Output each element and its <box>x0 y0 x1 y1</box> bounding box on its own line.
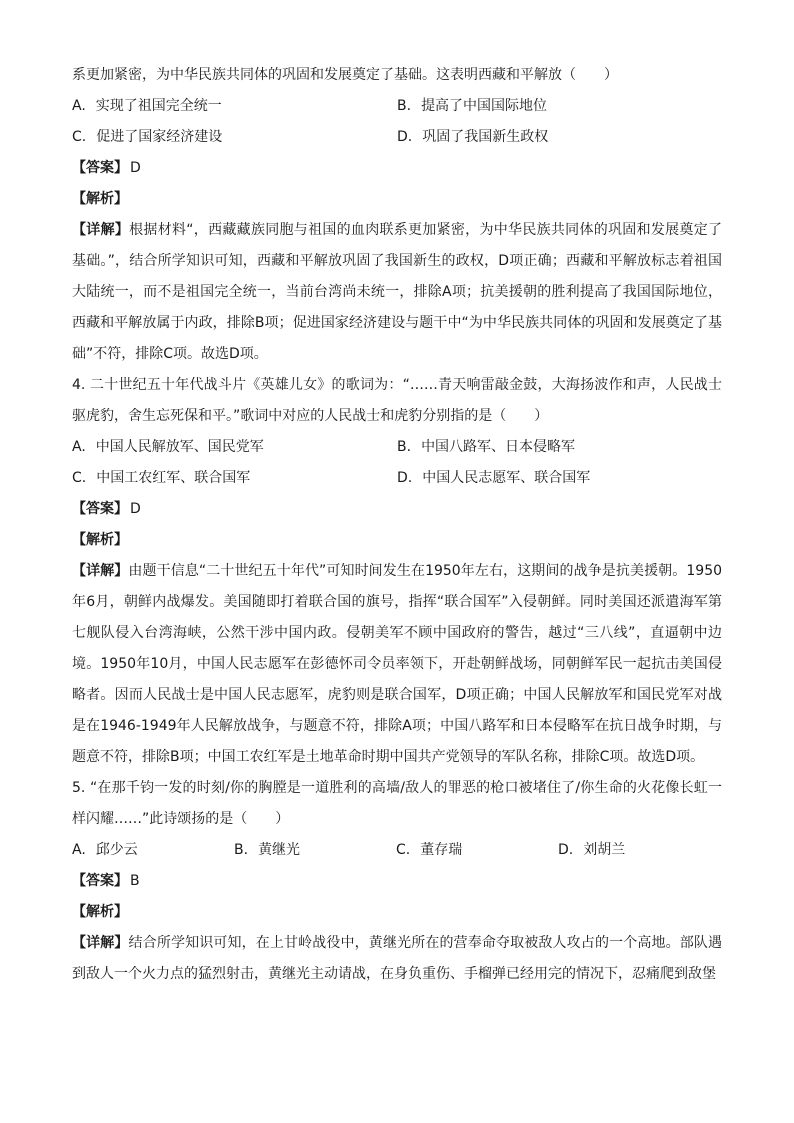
question-3-option-b[interactable] <box>397 91 722 122</box>
question-5-option-c[interactable] <box>396 835 558 866</box>
question-3-answer <box>72 153 722 184</box>
question-4-answer <box>72 494 722 525</box>
answer-label: 【答案】 <box>72 160 128 176</box>
question-4-options <box>72 432 722 494</box>
option-letter: B. <box>397 439 412 455</box>
question-4-option-c[interactable] <box>72 463 397 494</box>
detail-label: 【详解】 <box>72 563 129 579</box>
question-5-option-d[interactable] <box>558 835 720 866</box>
question-4-option-b[interactable] <box>397 432 722 463</box>
answer-value: B <box>130 873 140 889</box>
question-3-analysis-heading <box>72 184 722 215</box>
question-5-option-a[interactable] <box>72 835 234 866</box>
question-4-analysis-heading <box>72 525 722 556</box>
option-text: 董存瑞 <box>420 842 463 858</box>
option-text: 中国人民解放军、国民党军 <box>95 439 264 455</box>
option-text: 中国八路军、日本侵略军 <box>421 439 576 455</box>
question-3-options <box>72 91 722 153</box>
option-letter: B. <box>397 98 412 114</box>
option-letter: A. <box>72 842 86 858</box>
option-text: 黄继光 <box>258 842 301 858</box>
question-3-option-a[interactable] <box>72 91 397 122</box>
document-page <box>72 60 722 990</box>
question-5-answer <box>72 866 722 897</box>
analysis-label: 【解析】 <box>72 904 128 920</box>
detail-text: 结合所学知识可知，在上甘岭战役中，黄继光所在的营奉命夺取被敌人攻占的一个高地。部队遇到敌人一个火力点的猛烈射击，黄继光主动请战，在身负重伤、手榴弹已经用完的情况下，忍痛爬到敌堡 <box>72 935 723 982</box>
option-text: 刘胡兰 <box>583 842 626 858</box>
answer-label: 【答案】 <box>72 873 128 889</box>
detail-text: 根据材料“，西藏藏族同胞与祖国的血肉联系更加紧密，为中华民族共同体的巩固和发展奠定了基础。”，结合所学知识可知，西藏和平解放巩固了我国新生的政权，D项正确；西藏和平解放标志着祖国大陆统一，而不是祖国完全统一，当前台湾尚未统一，排除A项；抗美援朝的胜利提高了我国国际地位，西藏和平解放属于内政，排除B项；促进国家经济建设与题干中“为中华民族共同体的巩固和发展奠定了基础”不符，排除C项。故选D项。 <box>72 222 722 362</box>
detail-label: 【详解】 <box>72 222 130 238</box>
question-3-stem-tail: 系更加紧密，为中华民族共同体的巩固和发展奠定了基础。这表明西藏和平解放（ ） <box>72 67 618 83</box>
analysis-label: 【解析】 <box>72 191 128 207</box>
answer-label: 【答案】 <box>72 501 128 517</box>
answer-value: D <box>130 501 141 517</box>
answer-value: D <box>130 160 141 176</box>
question-5-options <box>72 835 722 866</box>
option-text: 邱少云 <box>95 842 138 858</box>
option-letter: A. <box>72 98 86 114</box>
analysis-label: 【解析】 <box>72 532 128 548</box>
option-text: 提高了中国国际地位 <box>421 98 548 114</box>
detail-label: 【详解】 <box>72 935 129 951</box>
question-3-detail <box>72 215 722 370</box>
question-4-option-a[interactable] <box>72 432 397 463</box>
option-text: 巩固了我国新生政权 <box>422 129 549 145</box>
option-text: 促进了国家经济建设 <box>96 129 223 145</box>
option-letter: B. <box>234 842 249 858</box>
option-letter: C. <box>72 129 87 145</box>
question-4-detail <box>72 556 722 773</box>
question-5-detail <box>72 928 722 990</box>
question-5-analysis-heading <box>72 897 722 928</box>
question-4-option-d[interactable] <box>397 463 722 494</box>
option-letter: D. <box>397 470 413 486</box>
option-letter: D. <box>397 129 413 145</box>
question-4-stem: 4. 二十世纪五十年代战斗片《英雄儿女》的歌词为：“……青天响雷敲金鼓，大海扬波作和声，人民战士驱虎豹，舍生忘死保和平。”歌词中对应的人民战士和虎豹分别指的是（ ） <box>72 377 722 424</box>
question-3-option-d[interactable] <box>397 122 722 153</box>
option-letter: D. <box>558 842 574 858</box>
question-3-option-c[interactable] <box>72 122 397 153</box>
question-5-option-b[interactable] <box>234 835 396 866</box>
question-5-stem: 5. “在那千钧一发的时刻/你的胸膛是一道胜利的高墙/敌人的罪恶的枪口被堵住了/你生命的火花像长虹一样闪耀……”此诗颂扬的是（ ） <box>72 780 722 827</box>
option-text: 中国工农红军、联合国军 <box>96 470 251 486</box>
detail-text: 由题干信息“二十世纪五十年代”可知时间发生在1950年左右，这期间的战争是抗美援朝。1950年6月，朝鲜内战爆发。美国随即打着联合国的旗号，指挥“联合国军”入侵朝鲜。同时美国还派遣海军第七舰队侵入台湾海峡，公然干涉中国内政。侵朝美军不顾中国政府的警告，越过“三八线”，直逼朝中边境。1950年10月，中国人民志愿军在彭德怀司令员率领下，开赴朝鲜战场，同朝鲜军民一起抗击美国侵略者。因而人民战士是中国人民志愿军，虎豹则是联合国军，D项正确；中国人民解放军和国民党军对战是在1946-1949年人民解放战争，与题意不符，排除A项；中国八路军和日本侵略军在抗日战争时期，与题意不符，排除B项；中国工农红军是土地革命时期中国共产党领导的军队名称，排除C项。故选D项。 <box>72 563 723 765</box>
option-letter: C. <box>396 842 411 858</box>
option-text: 中国人民志愿军、联合国军 <box>422 470 591 486</box>
option-letter: A. <box>72 439 86 455</box>
option-text: 实现了祖国完全统一 <box>95 98 222 114</box>
option-letter: C. <box>72 470 87 486</box>
